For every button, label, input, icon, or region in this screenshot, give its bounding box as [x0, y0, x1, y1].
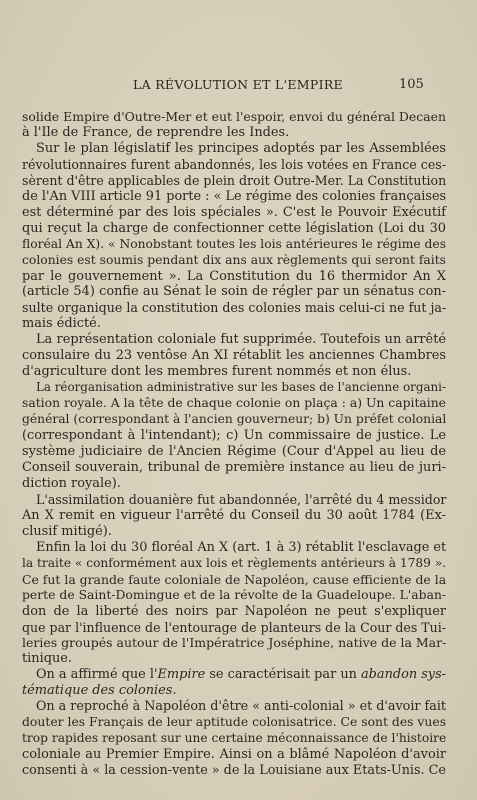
text-line: Sur le plan législatif les principes adoptés par les Assemblées — [36, 140, 446, 156]
text-line: leries groupés autour de l'Impératrice Joséphine, native de la Mar- — [22, 635, 447, 651]
text-line: Conseil souverain, tribunal de première instance au lieu de juri- — [22, 459, 446, 475]
text-line: consenti à « la cession-vente » de la Louisiane aux Etats-Unis. Ce — [22, 763, 446, 779]
text-line: révolutionnaires furent abandonnés, les lois votées en France ces- — [22, 156, 446, 172]
text-line: à l'Ile de France, de reprendre les Indes. — [22, 124, 290, 140]
text-line: perte de Saint-Domingue et de la révolte de la Guadeloupe. L'aban- — [22, 587, 447, 602]
text-line: colonies est soumis pendant dix ans aux règlements qui seront faits — [22, 252, 446, 267]
page-header — [0, 77, 477, 97]
text-line: système judiciaire de l'Ancien Régime (Cour d'Appel au lieu de — [22, 444, 446, 460]
text-line: (article 54) confie au Sénat le soin de régler par un sénatus con- — [22, 284, 446, 300]
text-line: On a reproché à Napoléon d'être « anti-colonial » et d'avoir fait — [36, 699, 446, 715]
text-line: la traite « conformément aux lois et règlements antérieurs à 1789 ». — [22, 555, 447, 570]
text-line: douter les Français de leur aptitude colonisatrice. Ce sont des vues — [22, 715, 447, 730]
text-line: général (correspondant à l'ancien gouverneur; b) Un préfet colonial — [22, 412, 447, 427]
text-line: L'assimilation douanière fut abandonnée, l'arrêté du 4 messidor — [36, 491, 447, 507]
text-line: que par l'influence de l'entourage de planteurs de la Cour des Tui- — [22, 619, 446, 635]
text-line: consulaire du 23 ventôse An XI rétablit les anciennes Chambres — [22, 348, 446, 364]
body-text — [22, 109, 446, 779]
text-line: mais édicté. — [22, 316, 101, 332]
text-line: floréal An X). « Nonobstant toutes les lois antérieures le régime des — [22, 236, 447, 251]
text-line: Enfin la loi du 30 floréal An X (art. 1 à 3) rétablit l'esclavage et — [36, 539, 447, 555]
text-line: sèrent d'être applicables de plein droit Outre-Mer. La Constitution — [22, 172, 447, 188]
text-line: tématique des colonies. — [22, 683, 177, 699]
text-line: An X remit en vigueur l'arrêté du Conseil du 30 août 1784 (Ex- — [22, 507, 446, 523]
text-line: est déterminé par des lois spéciales ». C'est le Pouvoir Exécutif — [22, 204, 446, 220]
running-title: LA RÉVOLUTION ET L'EMPIRE — [133, 77, 343, 92]
text-line: (correspondant à l'intendant); c) Un commissaire de justice. Le — [22, 428, 446, 444]
text-line: diction royale). — [22, 475, 121, 491]
text-line: sulte organique la constitution des colonies mais celui-ci ne fut ja- — [22, 300, 447, 316]
text-line: La représentation coloniale fut supprimée. Toutefois un arrêté — [36, 332, 446, 348]
text-line: Ce fut la grande faute coloniale de Napoléon, cause efficiente de la — [22, 571, 447, 587]
text-line: sation royale. A la tête de chaque colonie on plaça : a) Un capitaine — [22, 396, 446, 411]
text-line: don de la liberté des noirs par Napoléon ne peut s'expliquer — [22, 603, 446, 619]
text-line: solide Empire d'Outre-Mer et eut l'espoir, envoi du général Decaen — [22, 109, 446, 124]
text-line: tinique. — [22, 651, 73, 667]
page-number: 105 — [399, 77, 424, 92]
text-line: clusif mitigé). — [22, 523, 112, 539]
text-line: qui reçut la charge de confectionner cette législation (Loi du 30 — [22, 220, 446, 236]
text-line: par le gouvernement ». La Constitution du 16 thermidor An X — [22, 268, 446, 284]
text-line: de l'An VIII article 91 porte : « Le régime des colonies françaises — [22, 188, 447, 204]
text-line: trop rapides reposant sur une certaine méconnaissance de l'histoire — [22, 731, 447, 746]
text-line: On a affirmé que l'Empire se caractérisait par un abandon sys- — [36, 667, 447, 683]
text-line: d'agriculture dont les membres furent nommés et non élus. — [22, 364, 412, 380]
text-line: La réorganisation administrative sur les bases de l'ancienne organi- — [36, 380, 446, 395]
text-line: coloniale au Premier Empire. Ainsi on a blâmé Napoléon d'avoir — [22, 747, 446, 763]
